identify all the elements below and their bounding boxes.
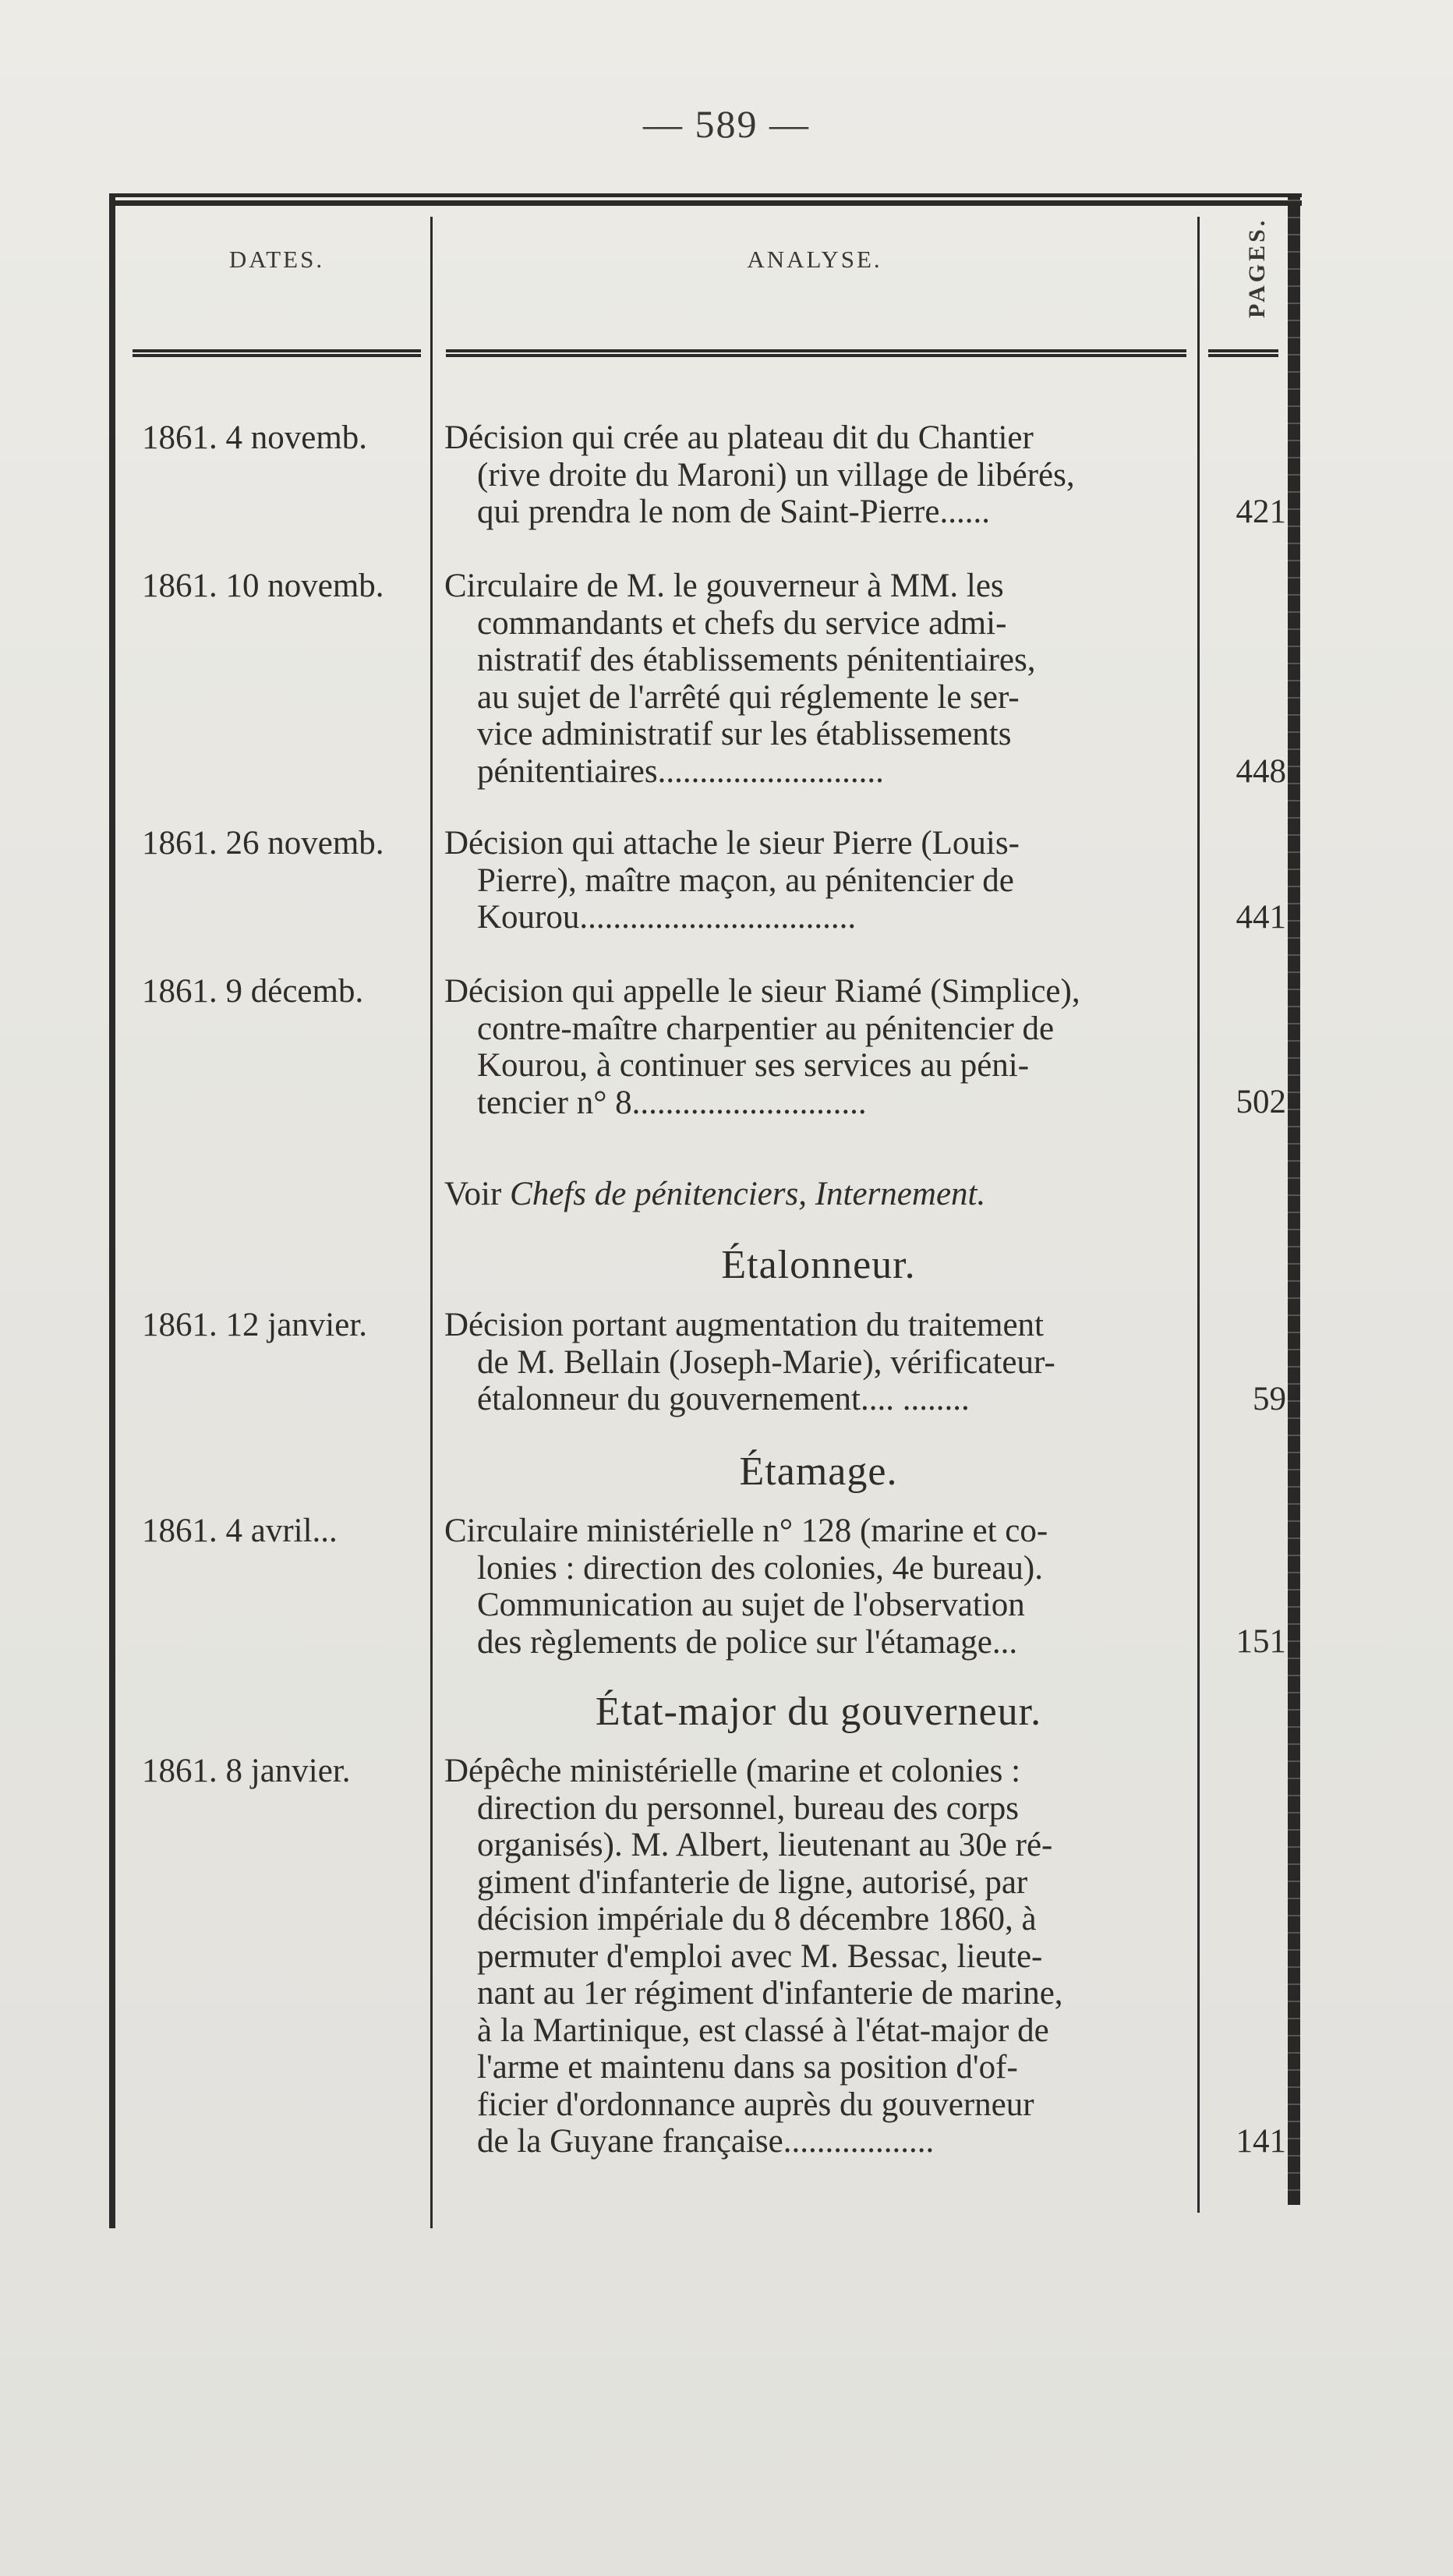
entry-line: tencier n° 8............................ xyxy=(477,1084,867,1121)
entry-line: Décision portant augmentation du traitement xyxy=(444,1307,1045,1343)
section-heading: Étalonneur. xyxy=(721,1243,916,1287)
entry-page: 421 xyxy=(1236,494,1286,530)
entry-page: 448 xyxy=(1236,753,1286,790)
entry-line: décision impériale du 8 décembre 1860, à xyxy=(477,1901,1037,1937)
entry-line: Kourou, à continuer ses services au péni- xyxy=(477,1047,1030,1084)
entry-text xyxy=(444,1513,1193,1661)
table-top-rule xyxy=(109,193,1302,206)
entry-date: 1861. 4 avril... xyxy=(142,1513,338,1549)
entry-line: de la Guyane française.................. xyxy=(477,2123,935,2160)
section-heading: État-major du gouverneur. xyxy=(595,1690,1042,1734)
entry-line: de M. Bellain (Joseph-Marie), vérificateur- xyxy=(477,1343,1055,1381)
see-also-reference xyxy=(444,1176,1193,1213)
entry-line: direction du personnel, bureau des corps xyxy=(477,1789,1019,1827)
entry-line: Décision qui attache le sieur Pierre (Louis- xyxy=(444,825,1020,862)
column-divider-dates xyxy=(430,217,433,2228)
entry-line: Circulaire ministérielle n° 128 (marine et co- xyxy=(444,1513,1048,1549)
header-rule-analyse xyxy=(446,349,1186,357)
entry-date: 1861. 26 novemb. xyxy=(142,825,384,862)
entry-date: 1861. 12 janvier. xyxy=(142,1307,368,1343)
entry-text xyxy=(444,568,1193,790)
entry-line: qui prendra le nom de Saint-Pierre...... xyxy=(477,494,990,530)
header-rule-pages xyxy=(1208,349,1278,357)
entry-line: Kourou................................. xyxy=(477,899,857,936)
header-pages-cell xyxy=(1200,217,1286,349)
entry-page: 151 xyxy=(1236,1623,1286,1660)
see-also-prefix: Voir xyxy=(444,1176,502,1212)
entry-line: au sujet de l'arrêté qui réglemente le ser- xyxy=(477,678,1020,716)
entry-line: lonies : direction des colonies, 4e bureau). xyxy=(477,1549,1044,1587)
entry-line: nant au 1er régiment d'infanterie de marine, xyxy=(477,1975,1063,2012)
entry-line: ficier d'ordonnance auprès du gouverneur xyxy=(477,2086,1034,2123)
entry-line: Dépêche ministérielle (marine et colonies : xyxy=(444,1753,1021,1789)
entry-line: des règlements de police sur l'étamage... xyxy=(477,1623,1018,1661)
entry-date: 1861. 4 novemb. xyxy=(142,419,368,456)
entry-line: Pierre), maître maçon, au pénitencier de xyxy=(477,862,1014,899)
entry-line: à la Martinique, est classé à l'état-major de xyxy=(477,2012,1049,2049)
table-left-rule xyxy=(109,193,115,2228)
entry-line: commandants et chefs du service admi- xyxy=(477,604,1007,642)
entry-page: 441 xyxy=(1236,899,1286,936)
table-right-rule xyxy=(1288,193,1300,2205)
page-number: — 589 — xyxy=(643,102,810,146)
entry-line: Décision qui appelle le sieur Riamé (Simplice), xyxy=(444,973,1080,1010)
entry-date: 1861. 8 janvier. xyxy=(142,1753,351,1789)
entry-text xyxy=(444,825,1193,936)
entry-text xyxy=(444,419,1193,531)
entry-page: 59 xyxy=(1253,1381,1286,1417)
index-table xyxy=(109,193,1302,2228)
entry-line: vice administratif sur les établissements xyxy=(477,716,1012,752)
header-analyse: ANALYSE. xyxy=(747,246,882,273)
entry-line: Décision qui crée au plateau dit du Chantier xyxy=(444,419,1034,456)
header-pages: PAGES. xyxy=(1244,217,1270,318)
entry-line: nistratif des établissements pénitentiaires, xyxy=(477,642,1036,678)
entry-text xyxy=(444,973,1193,1121)
header-rule-dates xyxy=(133,349,421,357)
entry-line: permuter d'emploi avec M. Bessac, lieute- xyxy=(477,1937,1043,1975)
entry-line: Circulaire de M. le gouverneur à MM. les xyxy=(444,568,1004,604)
header-dates: DATES. xyxy=(228,246,325,273)
entry-line: pénitentiaires........................... xyxy=(477,752,884,790)
entry-line: l'arme et maintenu dans sa position d'of- xyxy=(477,2049,1018,2086)
entry-page: 502 xyxy=(1236,1084,1286,1120)
entry-line: Communication au sujet de l'observation xyxy=(477,1587,1025,1623)
section-heading: Étamage. xyxy=(739,1449,898,1494)
column-divider-pages xyxy=(1197,217,1200,2213)
see-also-text: Chefs de pénitenciers, Internement. xyxy=(510,1176,986,1212)
entry-line: giment d'infanterie de ligne, autorisé, par xyxy=(477,1863,1028,1901)
entry-date: 1861. 10 novemb. xyxy=(142,568,384,604)
entry-text xyxy=(444,1753,1193,2160)
entry-date: 1861. 9 décemb. xyxy=(142,973,364,1010)
entry-text xyxy=(444,1307,1193,1418)
entry-line: organisés). M. Albert, lieutenant au 30e ré- xyxy=(477,1827,1053,1863)
entry-page: 141 xyxy=(1236,2123,1286,2160)
entry-line: étalonneur du gouvernement.... ........ xyxy=(477,1381,970,1417)
entry-line: (rive droite du Maroni) un village de libérés, xyxy=(477,456,1075,494)
entry-line: contre-maître charpentier au pénitencier de xyxy=(477,1010,1055,1047)
